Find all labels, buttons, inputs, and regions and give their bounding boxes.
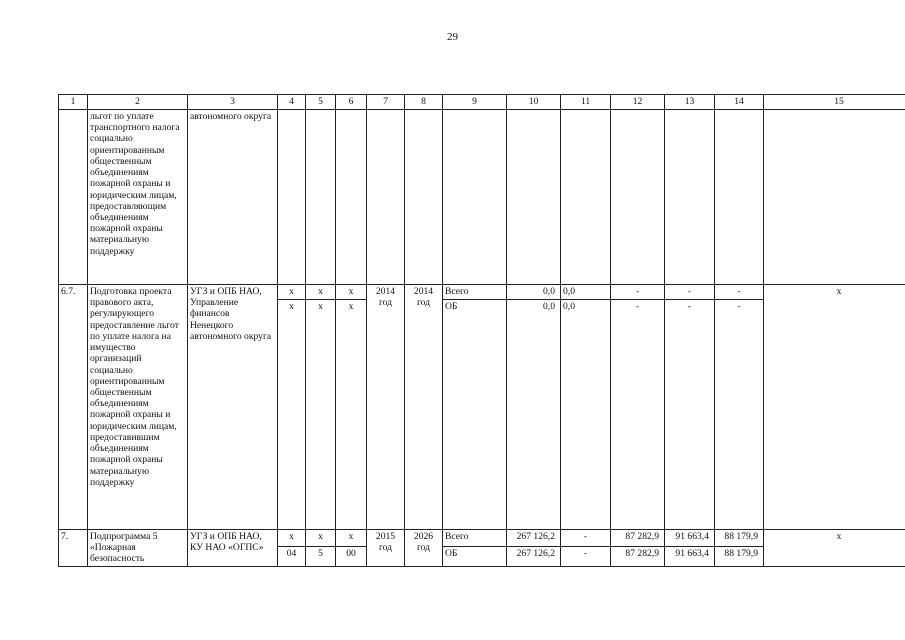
program-table <box>58 94 905 567</box>
header-cell: 10 <box>507 95 561 110</box>
cell-c5: 5 <box>306 547 336 567</box>
funding-source: Всего <box>443 530 507 547</box>
executor: автономного округа <box>188 110 278 285</box>
cell-c12: 87 282,9 <box>611 547 665 567</box>
header-cell: 8 <box>405 95 443 110</box>
header-cell: 4 <box>278 95 306 110</box>
cell-c13: - <box>665 285 715 300</box>
header-cell: 1 <box>59 95 88 110</box>
cell-c6: х <box>336 530 367 547</box>
page-number: 29 <box>447 31 458 43</box>
cell-c4: х <box>278 300 306 530</box>
cell-c10: 0,0 <box>507 300 561 530</box>
header-cell: 7 <box>367 95 405 110</box>
cell-c14: 88 179,9 <box>715 547 764 567</box>
measure-name: Подготовка проекта правового акта, регулирующего предоставление льгот по уплате налога на имущество организаций социально ориентированным общественным объединениям пожарной охраны и юридическим лицам, предоставившим объединениям пожарной охраны материальную поддержку <box>88 285 188 530</box>
cell-c6: х <box>336 300 367 530</box>
cell-c13: 91 663,4 <box>665 547 715 567</box>
end-year: 2014 год <box>405 285 443 530</box>
cell-c5: х <box>306 300 336 530</box>
result-cell: х <box>764 285 905 530</box>
cell-c5: х <box>306 285 336 300</box>
cell-c10: 267 126,2 <box>507 547 561 567</box>
start-year: 2014 год <box>367 285 405 530</box>
funding-source: Всего <box>443 285 507 300</box>
header-cell: 5 <box>306 95 336 110</box>
executor: УГЗ и ОПБ НАО, КУ НАО «ОГПС» <box>188 530 278 567</box>
row-number: 7. <box>59 530 88 567</box>
measure-name: Подпрограмма 5 «Пожарная безопасность <box>88 530 188 567</box>
header-row <box>59 95 905 110</box>
measure-name: льгот по уплате транспортного налога социально ориентированным общественным объединениям пожарной охраны и юридическим лицам, предоставляющим объединениям пожарной охраны материальную поддержку <box>88 110 188 285</box>
cell-c12: 87 282,9 <box>611 530 665 547</box>
table-row-7 <box>59 530 905 547</box>
cell-c11: 0,0 <box>561 285 611 300</box>
header-cell: 15 <box>764 95 905 110</box>
start-year: 2015 год <box>367 530 405 567</box>
header-cell: 13 <box>665 95 715 110</box>
header-cell: 9 <box>443 95 507 110</box>
cell-c12: - <box>611 300 665 530</box>
result-cell: х <box>764 530 905 567</box>
header-cell: 6 <box>336 95 367 110</box>
header-cell: 11 <box>561 95 611 110</box>
cell-c11: - <box>561 547 611 567</box>
header-cell: 3 <box>188 95 278 110</box>
cell-c10: 0,0 <box>507 285 561 300</box>
cell-c6: 00 <box>336 547 367 567</box>
cell-c12: - <box>611 285 665 300</box>
header-cell: 12 <box>611 95 665 110</box>
table-row-6-7 <box>59 285 905 300</box>
executor: УГЗ и ОПБ НАО, Управление финансов Ненецкого автономного округа <box>188 285 278 530</box>
header-cell: 2 <box>88 95 188 110</box>
cell-c13: - <box>665 300 715 530</box>
end-year: 2026 год <box>405 530 443 567</box>
row-number: 6.7. <box>59 285 88 530</box>
cell-c14: - <box>715 300 764 530</box>
funding-source: ОБ <box>443 547 507 567</box>
cell-c4: 04 <box>278 547 306 567</box>
cell-c11: - <box>561 530 611 547</box>
header-cell: 14 <box>715 95 764 110</box>
cell-c4: х <box>278 285 306 300</box>
cell-c14: - <box>715 285 764 300</box>
funding-source: ОБ <box>443 300 507 530</box>
cell-c10: 267 126,2 <box>507 530 561 547</box>
cell-c13: 91 663,4 <box>665 530 715 547</box>
cell-c14: 88 179,9 <box>715 530 764 547</box>
cell-c11: 0,0 <box>561 300 611 530</box>
table-row-continuation <box>59 110 905 285</box>
cell-c4: х <box>278 530 306 547</box>
cell-c6: х <box>336 285 367 300</box>
cell-c5: х <box>306 530 336 547</box>
